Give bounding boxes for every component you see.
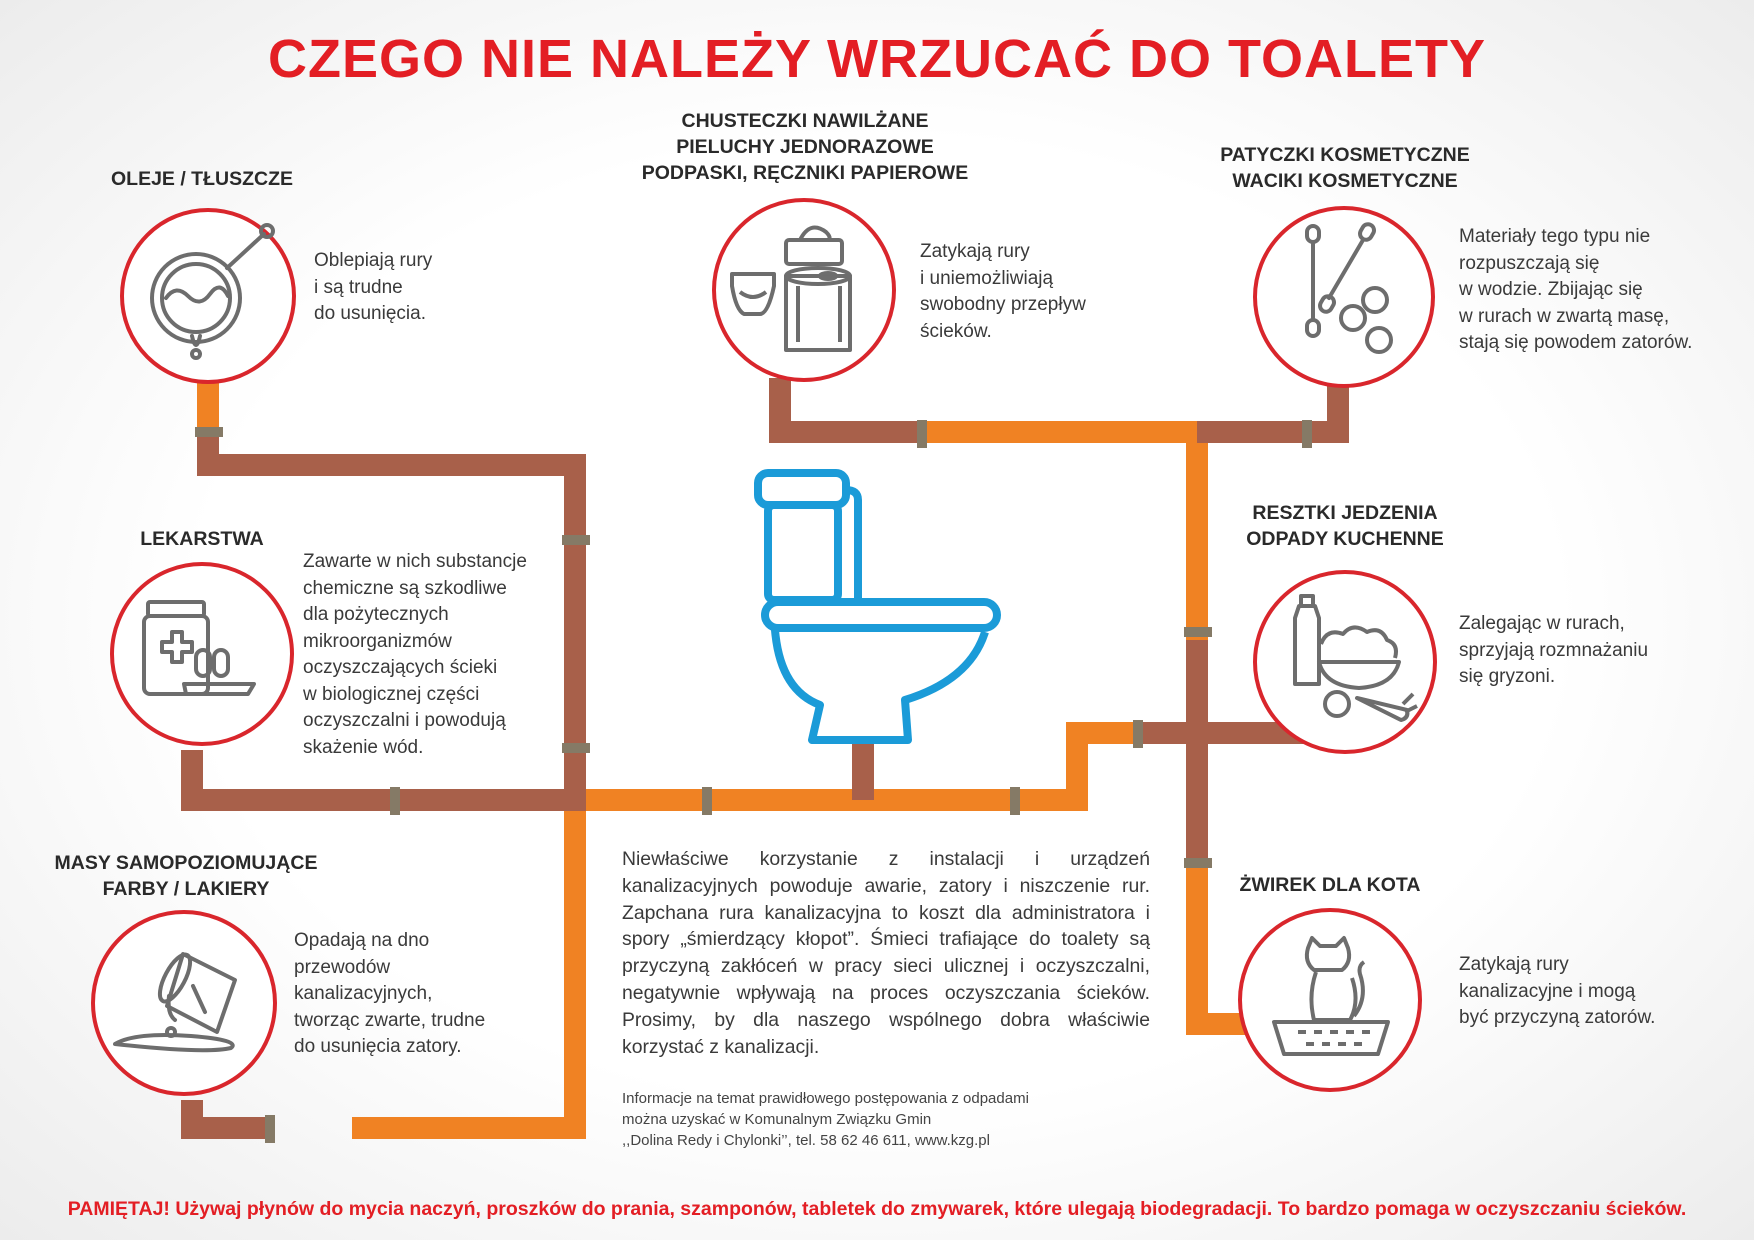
label-wipes: CHUSTECZKI NAWILŻANE PIELUCHY JEDNORAZOWE PODPASKI, RĘCZNIKI PAPIEROWE xyxy=(641,110,969,184)
circle-food xyxy=(1253,570,1437,754)
label-cat-litter: ŻWIREK DLA KOTA xyxy=(1239,874,1421,896)
desc-oils: Oblepiają rury i są trudne do usunięcia. xyxy=(314,250,433,324)
circle-swabs xyxy=(1253,206,1435,388)
circle-medicines xyxy=(110,562,294,746)
toilet-icon xyxy=(758,473,997,740)
frying-pan-icon xyxy=(124,212,292,380)
circle-paints xyxy=(91,910,277,1096)
circle-wipes xyxy=(712,198,896,382)
desc-swabs: Materiały tego typu nie rozpuszczają się w wodzie. Zbijając się w rurach w zwartą masę, stają się powodem zatorów. xyxy=(1459,226,1693,353)
wipes-diaper-towel-icon xyxy=(716,202,892,378)
main-paragraph: Niewłaściwe korzystanie z instalacji i urządzeń kanalizacyjnych powoduje awarie, zatory i niszczenie rur. Zapchana rura kanalizacyjna to koszt dla administratora i spory „śmierdzący kłopot”. Śmieci trafiające do toalety są przyczyną zakłóceń w pracy sieci ulicznej i oczyszczalni, negatywnie wpływają na proces oczyszczania ścieków. Prosimy, by dla naszego wspólnego dobra właściwie korzystać z kanalizacji. xyxy=(622,848,1150,1058)
circle-oils xyxy=(120,208,296,384)
circle-cat-litter xyxy=(1238,908,1422,1092)
label-medicines: LEKARSTWA xyxy=(140,528,264,550)
medicine-jar-icon xyxy=(114,566,290,742)
desc-medicines: Zawarte w nich substancje chemiczne są szkodliwe dla pożytecznych mikroorganizmów oczyszczających ścieki w biologicznej części oczyszczalni i powodują skażenie wód. xyxy=(303,551,527,758)
cotton-swabs-icon xyxy=(1257,210,1431,384)
label-paints: MASY SAMOPOZIOMUJĄCE FARBY / LAKIERY xyxy=(54,852,318,900)
desc-paints: Opadają na dno przewodów kanalizacyjnych, tworząc zwarte, trudne do usunięcia zatory. xyxy=(294,930,486,1057)
label-food: RESZTKI JEDZENIA ODPADY KUCHENNE xyxy=(1246,502,1444,550)
paint-bucket-icon xyxy=(95,914,273,1092)
footer-reminder: PAMIĘTAJ! Używaj płynów do mycia naczyń, proszków do prania, szamponów, tabletek do zmywarek, które ulegają biodegradacji. To bardzo pomaga w oczyszczaniu ścieków. xyxy=(67,1198,1687,1220)
desc-cat-litter: Zatykają rury kanalizacyjne i mogą być przyczyną zatorów. xyxy=(1459,954,1656,1028)
desc-food: Zalegając w rurach, sprzyjają rozmnażaniu się gryzoni. xyxy=(1459,613,1649,687)
contact-info: Informacje na temat prawidłowego postępowania z odpadami można uzyskać w Komunalnym Związku Gmin ,,Dolina Redy i Chylonki’’, tel. 58 62 46 611, www.kzg.pl xyxy=(622,1090,1029,1149)
cat-litter-box-icon xyxy=(1242,912,1418,1088)
label-oils: OLEJE / TŁUSZCZE xyxy=(110,168,293,190)
desc-wipes: Zatykają rury i uniemożliwiają swobodny przepływ ścieków. xyxy=(920,241,1086,342)
page-title: CZEGO NIE NALEŻY WRZUCAĆ DO TOALETY xyxy=(267,29,1487,89)
label-swabs: PATYCZKI KOSMETYCZNE WACIKI KOSMETYCZNE xyxy=(1220,144,1470,192)
food-waste-icon xyxy=(1257,574,1433,750)
